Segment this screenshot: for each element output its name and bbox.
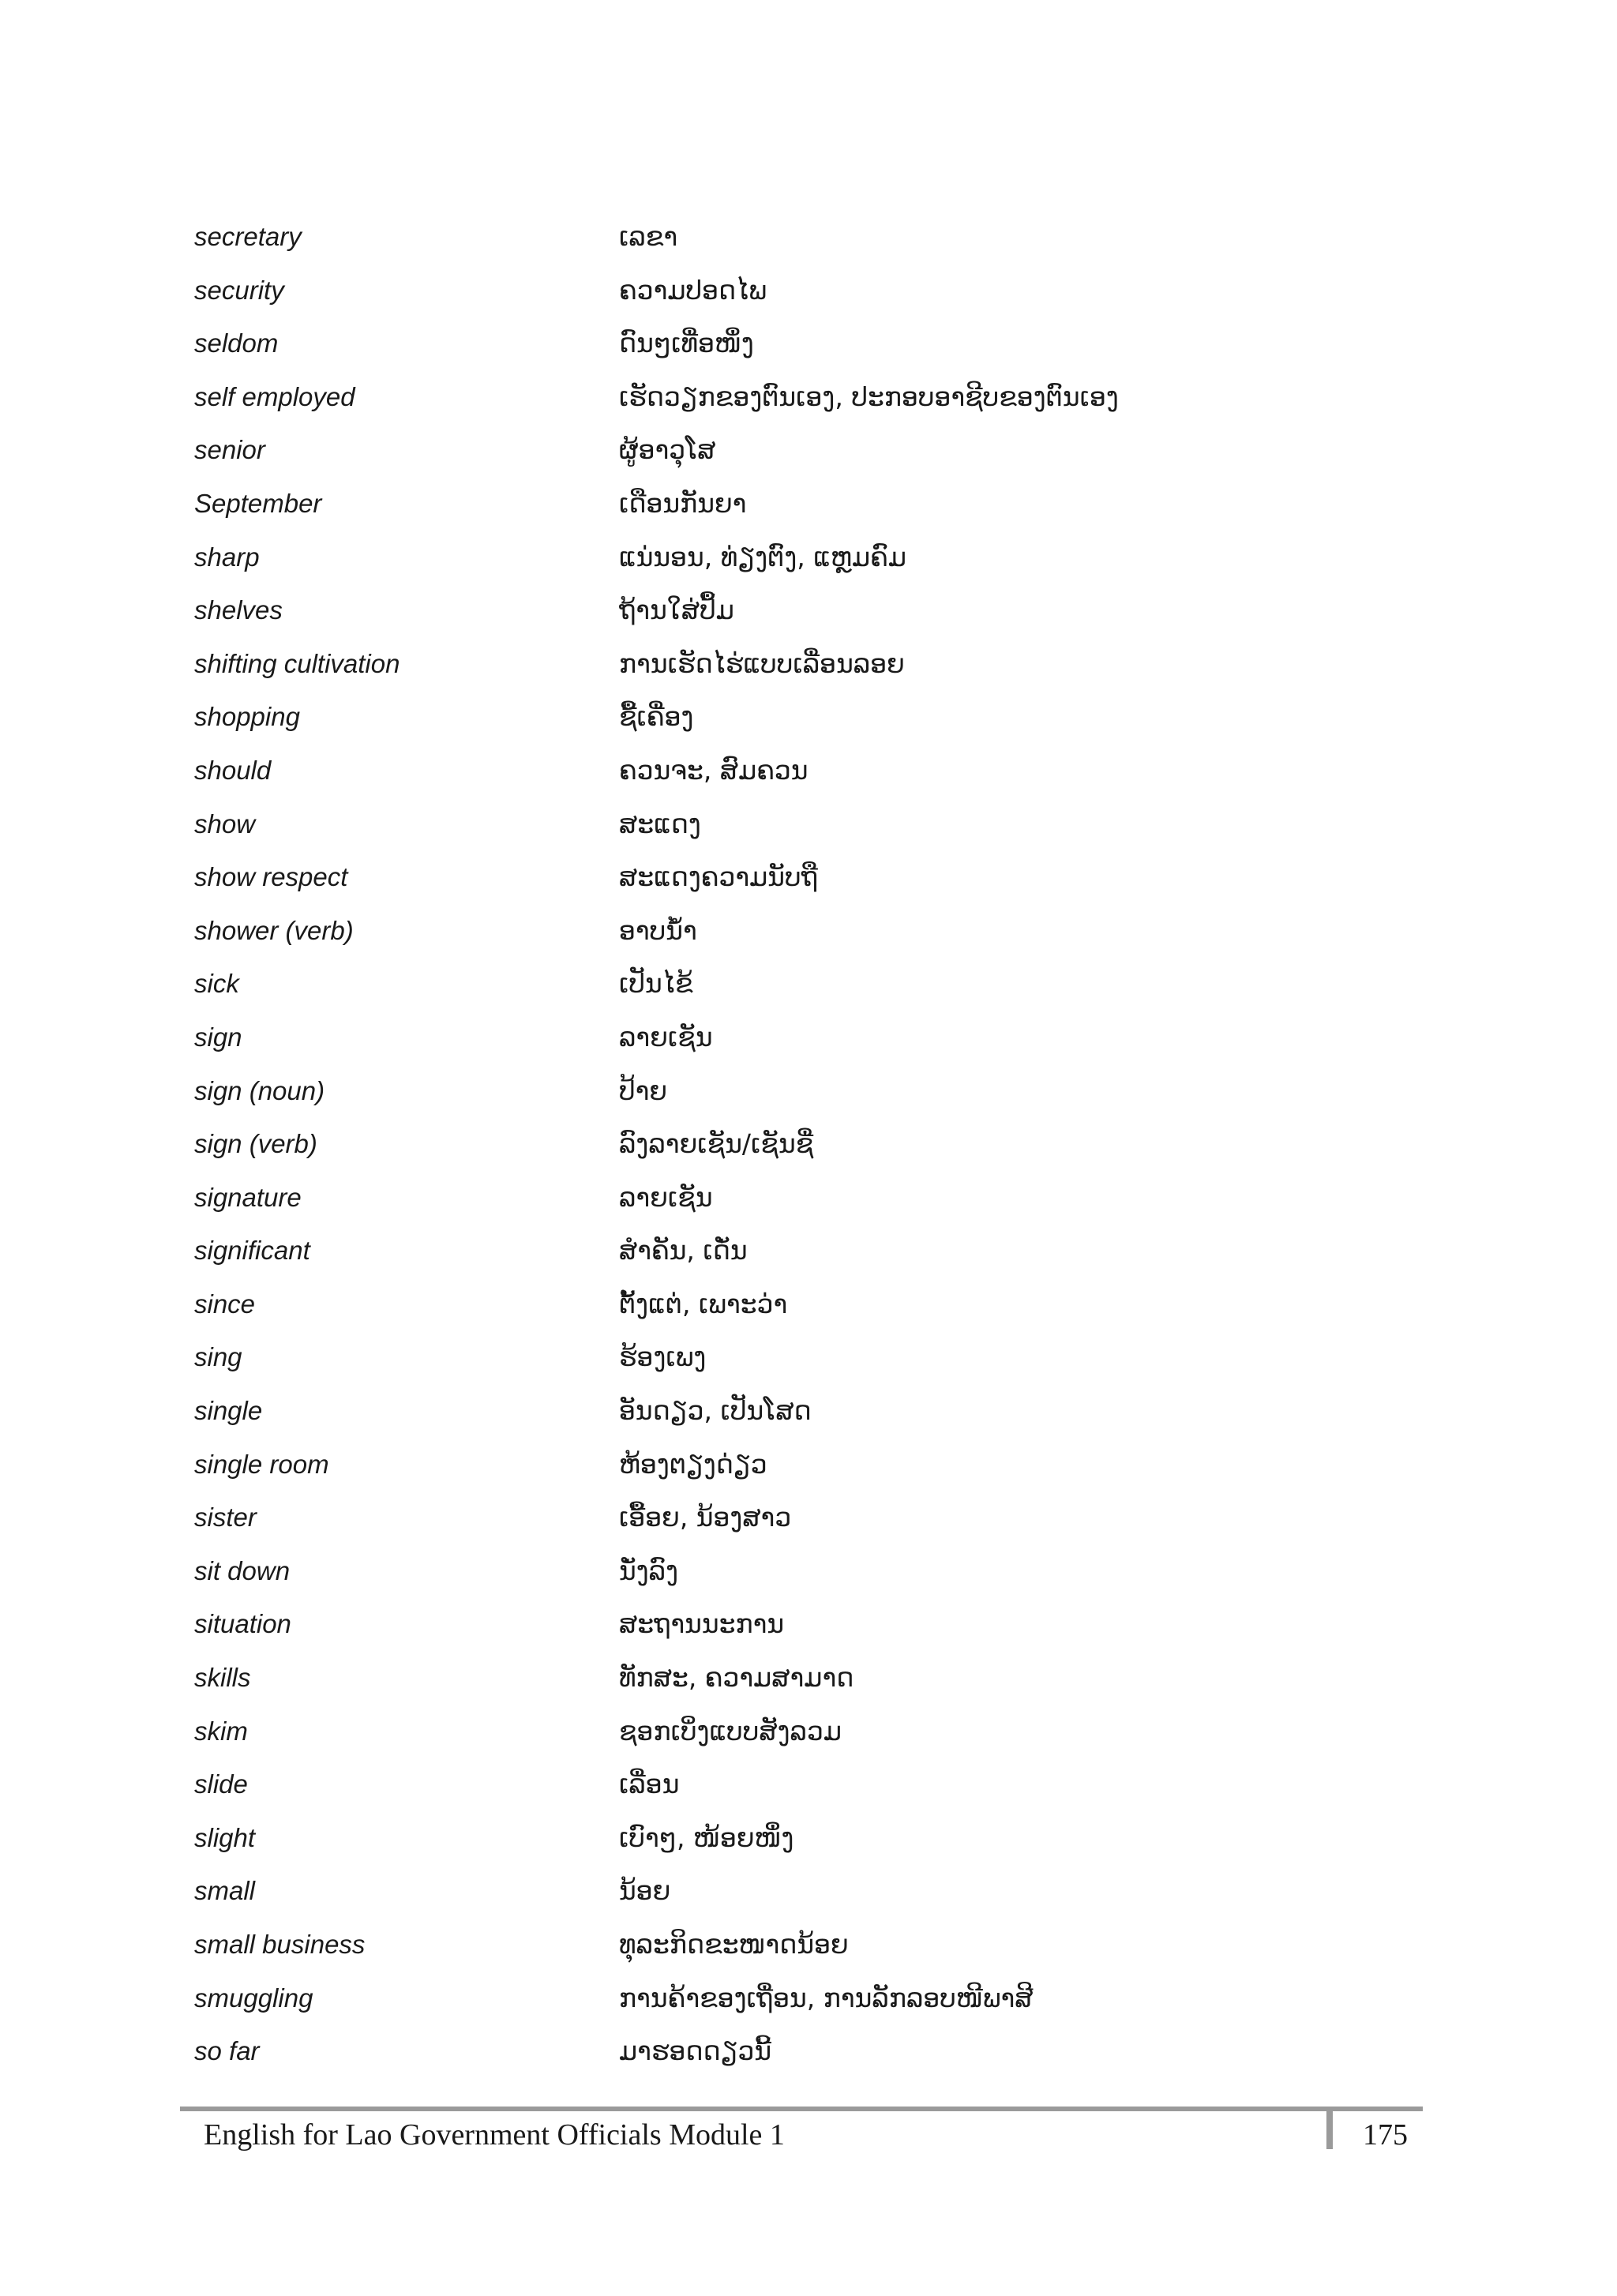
entry-translation: ຮ້ອງເພງ <box>619 1341 707 1373</box>
glossary-entry <box>0 524 1617 578</box>
entry-term: since <box>194 1289 256 1319</box>
entry-translation: ການຄ້າຂອງເຖື່ອນ, ການລັກລອບໜີພາສີ <box>619 1982 1034 2013</box>
glossary-entry <box>0 310 1617 364</box>
entry-translation: ຕັ້ງແຕ່, ເພາະວ່າ <box>619 1288 788 1319</box>
glossary-entry <box>0 1058 1617 1112</box>
glossary-entry <box>0 1538 1617 1592</box>
entry-translation: ປ້າຍ <box>619 1075 668 1106</box>
glossary-entry <box>0 1965 1617 2019</box>
entry-term: seldom <box>194 328 279 358</box>
glossary-entry <box>0 577 1617 631</box>
glossary-entry <box>0 791 1617 845</box>
entry-translation: ສະແດງຄວາມນັບຖື <box>619 861 818 893</box>
entry-translation: ການເຮັດໄຮ່ແບບເລື່ອນລອຍ <box>619 647 905 679</box>
glossary-entry <box>0 1751 1617 1805</box>
entry-translation: ນັ່ງລົງ <box>619 1555 679 1586</box>
entry-translation: ຖ້ານໃສ່ປຶ້ມ <box>619 595 734 626</box>
entry-translation: ຜູ້ອາວຸໂສ <box>619 434 716 466</box>
glossary-entry <box>0 1484 1617 1538</box>
entry-translation: ລາຍເຊັນ <box>619 1021 713 1052</box>
entry-term: skim <box>194 1716 248 1746</box>
entry-term: sign (noun) <box>194 1075 325 1105</box>
entry-translation: ເລື່ອນ <box>619 1769 680 1800</box>
entry-term: show <box>194 808 256 838</box>
entry-term: sick <box>194 969 239 999</box>
entry-term: significant <box>194 1236 310 1266</box>
entry-term: signature <box>194 1182 302 1212</box>
glossary-entry <box>0 1271 1617 1325</box>
glossary-entry <box>0 684 1617 737</box>
entry-translation: ເປັນໄຂ້ <box>619 968 693 1000</box>
entry-term: September <box>194 488 322 518</box>
entry-term: senior <box>194 435 265 465</box>
entry-term: sit down <box>194 1555 291 1585</box>
entry-translation: ລົງລາຍເຊັນ/ເຊັນຊື່ <box>619 1128 814 1160</box>
entry-translation: ເດືອນກັນຍາ <box>619 487 747 519</box>
glossary-entry <box>0 1645 1617 1698</box>
entry-translation: ຊອກເບິ່ງແບບສັງລວມ <box>619 1715 842 1746</box>
entry-translation: ສະຖານນະການ <box>619 1608 785 1640</box>
footer-divider <box>1326 2107 1333 2149</box>
glossary-entry <box>0 1111 1617 1165</box>
entry-term: secretary <box>194 222 302 251</box>
entry-translation: ຫ້ອງຕຽງດ່ຽວ <box>619 1448 767 1480</box>
entry-term: slide <box>194 1769 248 1799</box>
glossary-entry <box>0 1591 1617 1645</box>
page-number: 175 <box>1363 2118 1408 2152</box>
entry-term: shelves <box>194 595 283 625</box>
entry-translation: ແນ່ນອນ, ທ່ຽງຕົງ, ແຫຼມຄົມ <box>619 541 906 572</box>
glossary-entry <box>0 1378 1617 1431</box>
entry-translation: ມາຮອດດຽວນີ້ <box>619 2035 772 2067</box>
entry-translation: ລາຍເຊັນ <box>619 1181 713 1213</box>
entry-translation: ຄວາມປອດໄພ <box>619 274 767 306</box>
entry-term: sign (verb) <box>194 1129 317 1159</box>
glossary-entry <box>0 204 1617 257</box>
entry-translation: ອັນດຽວ, ເປັນໂສດ <box>619 1395 812 1427</box>
entry-term: should <box>194 755 272 785</box>
glossary-entry <box>0 1165 1617 1218</box>
glossary-entry <box>0 737 1617 791</box>
entry-translation: ເບົາໆ, ໜ້ອຍໜຶ່ງ <box>619 1821 794 1853</box>
entry-term: so far <box>194 2036 260 2066</box>
glossary-entry <box>0 417 1617 471</box>
glossary-entry <box>0 1911 1617 1965</box>
entry-translation: ຊື້ເຄື່ອງ <box>619 701 694 733</box>
entry-term: self employed <box>194 381 355 411</box>
glossary-entry <box>0 257 1617 311</box>
entry-translation: ສະແດງ <box>619 808 701 839</box>
entry-translation: ດົນໆເທື່ອໜຶ່ງ <box>619 328 754 359</box>
entry-term: single <box>194 1396 263 1426</box>
entry-term: shopping <box>194 702 300 732</box>
glossary-list <box>0 204 1617 2072</box>
glossary-entry <box>0 1324 1617 1378</box>
footer-title: English for Lao Government Officials Module 1 <box>204 2118 785 2152</box>
entry-translation: ເຮັດວຽກຂອງຕົນເອງ, ປະກອບອາຊີບຂອງຕົນເອງ <box>619 381 1119 412</box>
entry-term: smuggling <box>194 1983 313 2013</box>
entry-term: sister <box>194 1503 257 1533</box>
glossary-entry <box>0 951 1617 1004</box>
glossary-entry <box>0 1431 1617 1485</box>
entry-term: security <box>194 275 284 305</box>
glossary-entry <box>0 364 1617 418</box>
glossary-entry <box>0 898 1617 951</box>
entry-translation: ທຸລະກິດຂະໜາດນ້ອຍ <box>619 1929 849 1960</box>
entry-translation: ເລຂາ <box>619 221 678 252</box>
footer-rule <box>180 2107 1423 2111</box>
entry-term: show respect <box>194 862 348 892</box>
entry-term: sign <box>194 1022 242 1052</box>
entry-translation: ເອື້ອຍ, ນ້ອງສາວ <box>619 1502 792 1533</box>
entry-term: sharp <box>194 542 260 572</box>
entry-term: shower (verb) <box>194 915 354 945</box>
entry-translation: ອາບນ້ຳ <box>619 914 697 946</box>
entry-translation: ຄວນຈະ, ສົມຄວນ <box>619 754 808 786</box>
entry-term: small <box>194 1876 256 1906</box>
glossary-entry <box>0 1805 1617 1859</box>
entry-term: small business <box>194 1930 366 1959</box>
entry-translation: ທັກສະ, ຄວາມສາມາດ <box>619 1662 854 1694</box>
glossary-entry <box>0 844 1617 898</box>
entry-term: skills <box>194 1663 251 1693</box>
entry-translation: ສຳຄັນ, ເດັ່ນ <box>619 1235 748 1266</box>
entry-term: sing <box>194 1342 242 1372</box>
entry-term: single room <box>194 1449 329 1479</box>
glossary-entry <box>0 631 1617 685</box>
glossary-entry <box>0 471 1617 524</box>
glossary-entry <box>0 2018 1617 2072</box>
glossary-entry <box>0 1858 1617 1911</box>
glossary-entry <box>0 1004 1617 1058</box>
entry-term: situation <box>194 1609 291 1639</box>
entry-term: shifting cultivation <box>194 648 400 678</box>
glossary-entry <box>0 1217 1617 1271</box>
entry-translation: ນ້ອຍ <box>619 1875 671 1907</box>
glossary-entry <box>0 1698 1617 1752</box>
entry-term: slight <box>194 1822 256 1852</box>
